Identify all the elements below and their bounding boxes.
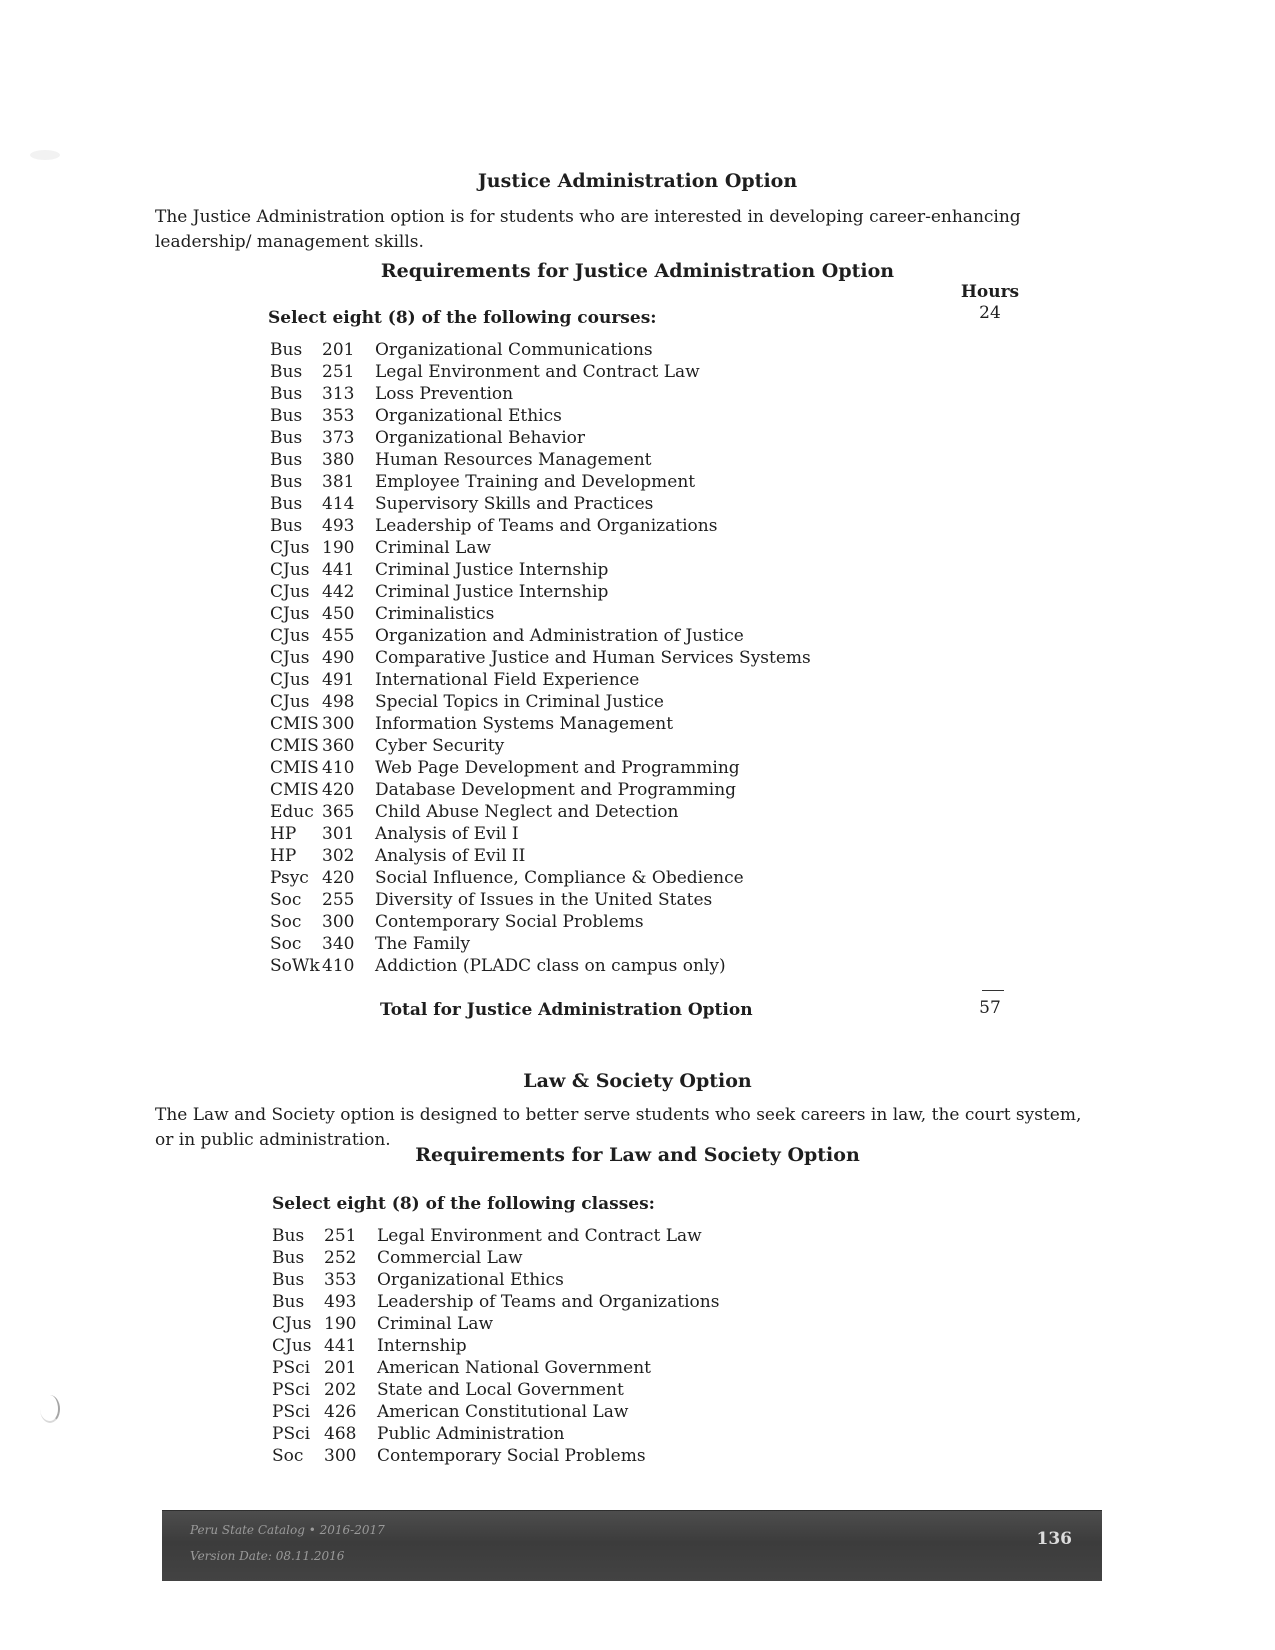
justice-intro-text: The Justice Administration option is for students who are interested in developing career-enhancing leadership/ management skills. <box>155 207 1021 252</box>
course-row <box>272 1357 719 1379</box>
course-row <box>270 537 811 559</box>
course-row <box>270 911 811 933</box>
course-dept: Bus <box>272 1248 305 1268</box>
course-dept: Educ <box>270 802 314 822</box>
course-number: 365 <box>322 802 355 822</box>
law-intro-text: The Law and Society option is designed to better serve students who seek careers in law, the court system, or in public administration. <box>155 1105 1082 1150</box>
course-row <box>270 603 811 625</box>
justice-requirements-title: Requirements for Justice Administration Option <box>380 260 895 282</box>
course-row <box>270 493 811 515</box>
course-number: 420 <box>322 868 355 888</box>
course-number: 493 <box>324 1292 357 1312</box>
course-dept: Bus <box>270 494 303 514</box>
justice-total-hours: 57 <box>979 998 1001 1018</box>
course-number: 252 <box>324 1248 357 1268</box>
course-number: 441 <box>324 1336 357 1356</box>
course-title: Analysis of Evil II <box>375 846 526 866</box>
course-title: Criminal Justice Internship <box>375 582 609 602</box>
course-dept: CJus <box>270 604 310 624</box>
course-row <box>270 669 811 691</box>
course-dept: PSci <box>272 1358 311 1378</box>
course-dept: PSci <box>272 1402 311 1422</box>
course-title: Employee Training and Development <box>375 472 696 492</box>
course-dept: CMIS <box>270 736 319 756</box>
course-row <box>270 471 811 493</box>
course-title: Legal Environment and Contract Law <box>377 1226 702 1246</box>
course-row <box>270 735 811 757</box>
law-course-list <box>272 1225 719 1467</box>
course-number: 300 <box>324 1446 357 1466</box>
course-row <box>272 1401 719 1423</box>
law-section-title: Law & Society Option <box>523 1070 752 1092</box>
course-dept: Bus <box>272 1270 305 1290</box>
course-dept: CMIS <box>270 780 319 800</box>
course-number: 380 <box>322 450 355 470</box>
course-title: Criminal Law <box>377 1314 494 1334</box>
course-title: Contemporary Social Problems <box>377 1446 646 1466</box>
course-number: 491 <box>322 670 355 690</box>
course-number: 493 <box>322 516 355 536</box>
course-dept: SoWk <box>270 956 320 976</box>
course-row <box>270 625 811 647</box>
course-row <box>270 757 811 779</box>
course-number: 202 <box>324 1380 357 1400</box>
course-dept: Bus <box>270 406 303 426</box>
course-row <box>270 647 811 669</box>
course-row <box>270 449 811 471</box>
course-dept: CJus <box>270 670 310 690</box>
course-title: Cyber Security <box>375 736 505 756</box>
course-number: 442 <box>322 582 355 602</box>
course-title: Organizational Ethics <box>377 1270 564 1290</box>
course-title: Child Abuse Neglect and Detection <box>375 802 679 822</box>
course-row <box>270 405 811 427</box>
course-dept: Psyc <box>270 868 309 888</box>
course-dept: Soc <box>272 1446 304 1466</box>
course-number: 353 <box>324 1270 357 1290</box>
course-title: Social Influence, Compliance & Obedience <box>375 868 744 888</box>
course-number: 498 <box>322 692 355 712</box>
course-title: Information Systems Management <box>375 714 674 734</box>
course-dept: CJus <box>272 1336 312 1356</box>
course-number: 251 <box>324 1226 357 1246</box>
course-number: 313 <box>322 384 355 404</box>
course-title: The Family <box>375 934 471 954</box>
course-title: Addiction (PLADC class on campus only) <box>375 956 726 976</box>
course-row <box>272 1225 719 1247</box>
course-row <box>272 1313 719 1335</box>
hours-column-header: Hours <box>960 282 1020 302</box>
course-number: 426 <box>324 1402 357 1422</box>
course-number: 300 <box>322 714 355 734</box>
course-row <box>272 1445 719 1467</box>
course-number: 360 <box>322 736 355 756</box>
course-number: 468 <box>324 1424 357 1444</box>
course-title: Organization and Administration of Justice <box>375 626 744 646</box>
course-title: American Constitutional Law <box>377 1402 629 1422</box>
scan-smudge <box>30 150 60 160</box>
course-number: 410 <box>322 758 355 778</box>
course-row <box>270 383 811 405</box>
course-number: 190 <box>322 538 355 558</box>
course-row <box>270 581 811 603</box>
course-number: 340 <box>322 934 355 954</box>
course-title: Organizational Ethics <box>375 406 562 426</box>
course-title: Loss Prevention <box>375 384 514 404</box>
course-row <box>272 1269 719 1291</box>
course-row <box>270 427 811 449</box>
course-dept: Bus <box>270 340 303 360</box>
course-row <box>270 691 811 713</box>
course-title: Human Resources Management <box>375 450 652 470</box>
course-title: Comparative Justice and Human Services Systems <box>375 648 811 668</box>
course-dept: Bus <box>270 450 303 470</box>
course-row <box>270 889 811 911</box>
course-title: Leadership of Teams and Organizations <box>377 1292 720 1312</box>
course-dept: Bus <box>270 362 303 382</box>
law-requirements-title: Requirements for Law and Society Option <box>415 1144 860 1166</box>
course-title: Contemporary Social Problems <box>375 912 644 932</box>
course-row <box>270 801 811 823</box>
course-title: Criminal Justice Internship <box>375 560 609 580</box>
course-title: Special Topics in Criminal Justice <box>375 692 664 712</box>
total-rule-line <box>982 990 1004 991</box>
course-dept: CMIS <box>270 758 319 778</box>
course-row <box>270 559 811 581</box>
course-row <box>270 933 811 955</box>
course-title: Legal Environment and Contract Law <box>375 362 700 382</box>
scan-smudge <box>40 1395 60 1423</box>
justice-section-title: Justice Administration Option <box>477 170 798 192</box>
course-dept: Bus <box>270 516 303 536</box>
footer-version-date: Version Date: 08.11.2016 <box>190 1549 345 1563</box>
course-title: Leadership of Teams and Organizations <box>375 516 718 536</box>
course-title: Criminal Law <box>375 538 492 558</box>
course-row <box>270 779 811 801</box>
course-row <box>270 823 811 845</box>
course-number: 301 <box>322 824 355 844</box>
course-number: 414 <box>322 494 355 514</box>
course-dept: CJus <box>270 560 310 580</box>
justice-select-instruction: Select eight (8) of the following courses: <box>268 308 657 328</box>
course-number: 255 <box>322 890 355 910</box>
course-dept: Bus <box>272 1226 305 1246</box>
course-number: 450 <box>322 604 355 624</box>
footer-catalog-title: Peru State Catalog • 2016-2017 <box>190 1523 385 1537</box>
course-title: Criminalistics <box>375 604 495 624</box>
course-dept: Bus <box>270 384 303 404</box>
course-number: 300 <box>322 912 355 932</box>
course-title: Supervisory Skills and Practices <box>375 494 654 514</box>
course-title: Internship <box>377 1336 467 1356</box>
course-row <box>272 1379 719 1401</box>
page-footer <box>162 1510 1102 1581</box>
justice-course-list <box>270 339 811 977</box>
course-number: 490 <box>322 648 355 668</box>
course-title: Public Administration <box>377 1424 565 1444</box>
course-number: 441 <box>322 560 355 580</box>
course-number: 302 <box>322 846 355 866</box>
course-dept: HP <box>270 846 297 866</box>
course-dept: CJus <box>272 1314 312 1334</box>
course-dept: Soc <box>270 912 302 932</box>
course-row <box>272 1423 719 1445</box>
course-number: 190 <box>324 1314 357 1334</box>
law-select-instruction: Select eight (8) of the following classes: <box>272 1194 655 1214</box>
course-dept: HP <box>270 824 297 844</box>
course-dept: PSci <box>272 1424 311 1444</box>
course-dept: CJus <box>270 538 310 558</box>
course-dept: CJus <box>270 626 310 646</box>
course-dept: Bus <box>270 428 303 448</box>
course-dept: CJus <box>270 582 310 602</box>
page-number: 136 <box>1036 1529 1072 1549</box>
course-title: Organizational Communications <box>375 340 653 360</box>
course-title: Database Development and Programming <box>375 780 737 800</box>
justice-total-label: Total for Justice Administration Option <box>380 1000 753 1020</box>
course-dept: Soc <box>270 934 302 954</box>
course-dept: Bus <box>270 472 303 492</box>
course-row <box>270 845 811 867</box>
course-row <box>272 1247 719 1269</box>
course-title: Analysis of Evil I <box>375 824 519 844</box>
course-dept: Bus <box>272 1292 305 1312</box>
course-row <box>270 867 811 889</box>
course-number: 251 <box>322 362 355 382</box>
course-title: American National Government <box>377 1358 651 1378</box>
course-row <box>270 361 811 383</box>
course-row <box>272 1291 719 1313</box>
course-dept: CJus <box>270 648 310 668</box>
course-dept: PSci <box>272 1380 311 1400</box>
course-title: Commercial Law <box>377 1248 523 1268</box>
course-number: 373 <box>322 428 355 448</box>
course-title: Web Page Development and Programming <box>375 758 740 778</box>
course-title: Organizational Behavior <box>375 428 586 448</box>
course-number: 455 <box>322 626 355 646</box>
course-title: State and Local Government <box>377 1380 624 1400</box>
course-row <box>270 515 811 537</box>
course-number: 353 <box>322 406 355 426</box>
course-dept: CJus <box>270 692 310 712</box>
course-dept: CMIS <box>270 714 319 734</box>
course-row <box>270 955 811 977</box>
course-number: 420 <box>322 780 355 800</box>
course-dept: Soc <box>270 890 302 910</box>
course-row <box>270 713 811 735</box>
course-number: 410 <box>322 956 355 976</box>
course-row <box>270 339 811 361</box>
course-title: Diversity of Issues in the United States <box>375 890 713 910</box>
course-title: International Field Experience <box>375 670 640 690</box>
course-number: 201 <box>324 1358 357 1378</box>
course-number: 381 <box>322 472 355 492</box>
course-row <box>272 1335 719 1357</box>
course-number: 201 <box>322 340 355 360</box>
justice-required-hours: 24 <box>979 303 1001 323</box>
